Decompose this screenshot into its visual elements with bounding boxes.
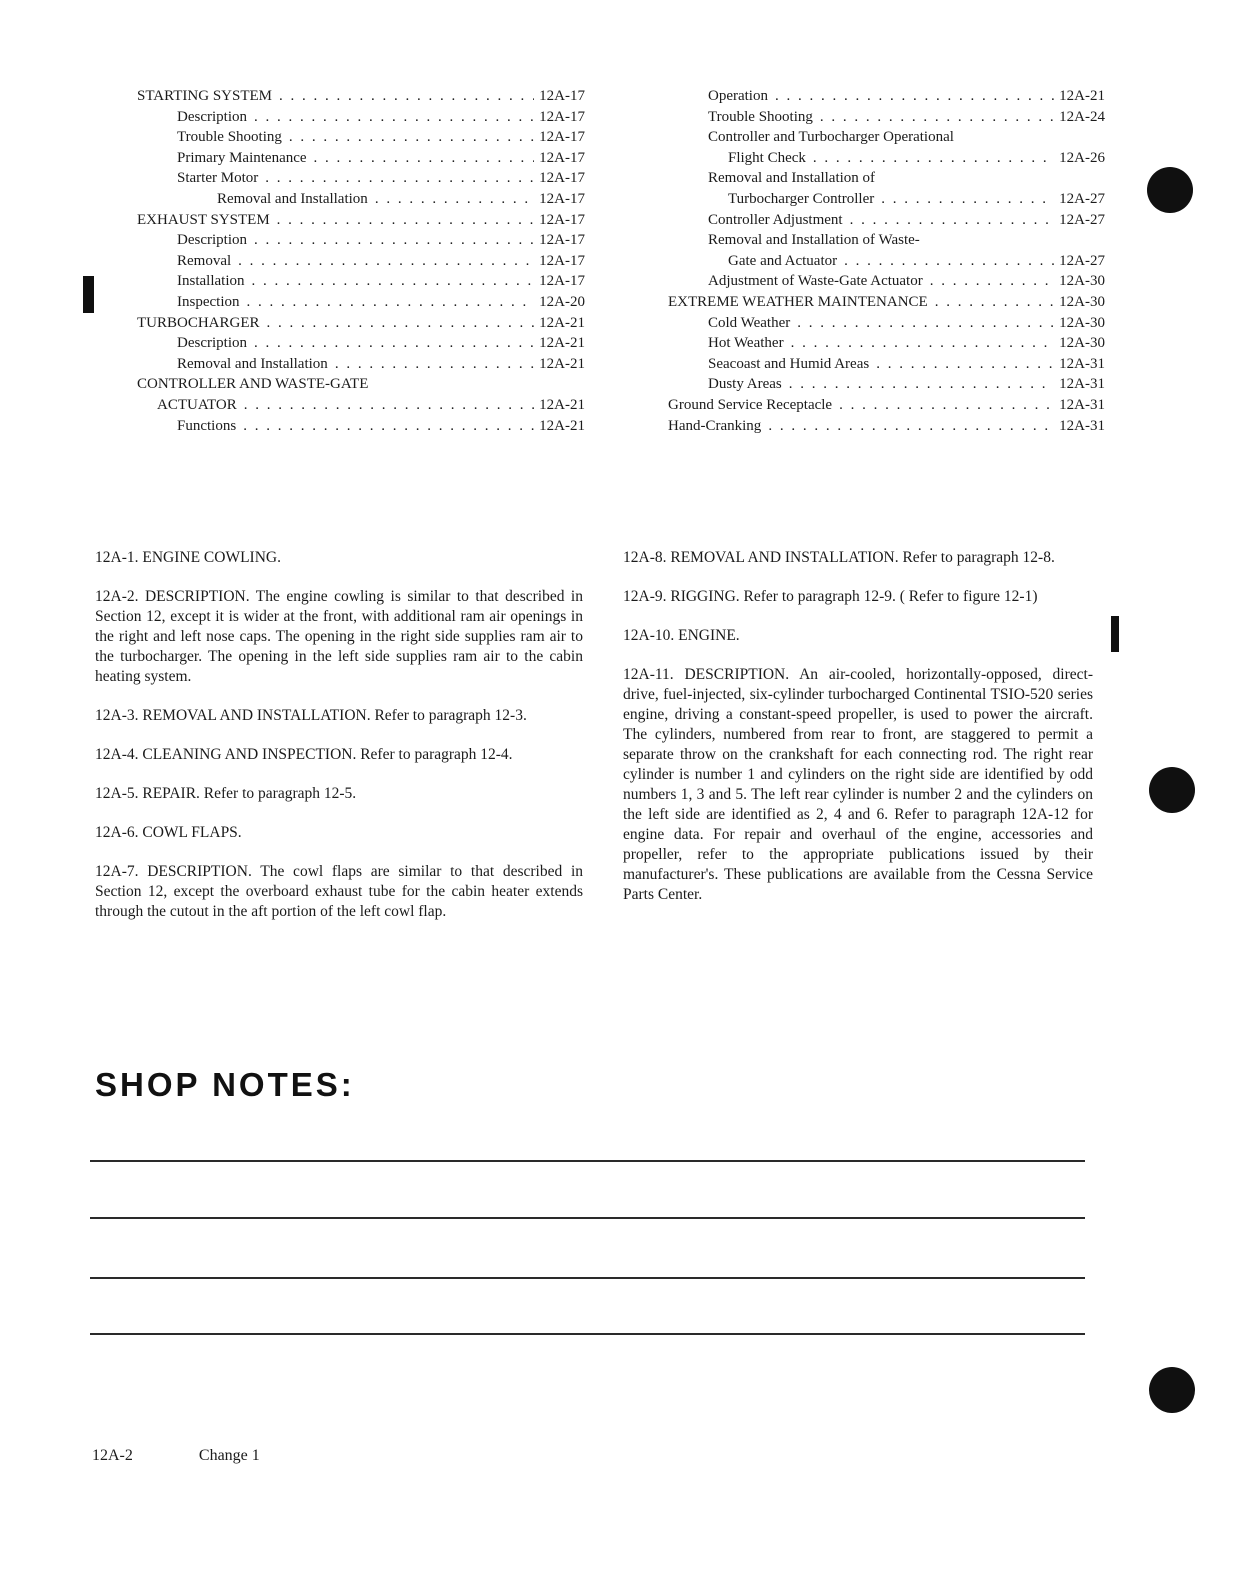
toc-entry-label: Inspection bbox=[177, 293, 240, 310]
paragraph: 12A-3. REMOVAL AND INSTALLATION. Refer to paragraph 12-3. bbox=[95, 707, 527, 724]
toc-entry-page: 12A-17 bbox=[539, 190, 585, 207]
toc-entry-label: EXTREME WEATHER MAINTENANCE bbox=[668, 293, 928, 310]
toc-entry bbox=[137, 418, 585, 439]
toc-entry-page: 12A-20 bbox=[539, 293, 585, 310]
toc-dot-leader bbox=[335, 356, 534, 373]
toc-dot-leader bbox=[881, 191, 1054, 208]
toc-dot-leader bbox=[279, 88, 534, 105]
toc-entry-label: Removal and Installation bbox=[177, 355, 328, 372]
toc-entry bbox=[668, 273, 1105, 294]
toc-dot-leader bbox=[244, 397, 534, 414]
toc-entry-label: STARTING SYSTEM bbox=[137, 88, 272, 104]
toc-dot-leader bbox=[265, 170, 534, 187]
toc-entry-label: Hot Weather bbox=[708, 335, 784, 352]
toc-dot-leader bbox=[935, 294, 1054, 311]
toc-entry-label: Dusty Areas bbox=[708, 376, 782, 393]
toc-entry-page: 12A-21 bbox=[539, 355, 585, 372]
toc-dot-leader bbox=[844, 253, 1054, 270]
toc-entry bbox=[668, 418, 1105, 439]
toc-entry bbox=[668, 397, 1105, 418]
toc-dot-leader bbox=[876, 356, 1054, 373]
toc-dot-leader bbox=[850, 212, 1055, 229]
toc-right-column bbox=[668, 88, 1105, 438]
toc-entry-label: Removal and Installation bbox=[217, 190, 368, 207]
toc-entry bbox=[137, 335, 585, 356]
toc-entry-page: 12A-21 bbox=[539, 314, 585, 331]
toc-entry bbox=[137, 376, 585, 397]
toc-entry bbox=[668, 129, 1105, 150]
toc-dot-leader bbox=[246, 294, 534, 311]
toc-entry-label: Turbocharger Controller bbox=[728, 190, 875, 207]
toc-entry-page: 12A-27 bbox=[1059, 211, 1105, 228]
toc-entry bbox=[668, 356, 1105, 377]
toc-entry-label: Controller and Turbocharger Operational bbox=[708, 129, 954, 146]
toc-entry-page: 12A-21 bbox=[539, 417, 585, 434]
toc-dot-leader bbox=[238, 253, 534, 270]
toc-entry-label: Seacoast and Humid Areas bbox=[708, 355, 870, 372]
toc-dot-leader bbox=[254, 109, 534, 126]
toc-dot-leader bbox=[797, 315, 1054, 332]
toc-entry-page: 12A-21 bbox=[539, 396, 585, 413]
toc-entry-page: 12A-31 bbox=[1059, 417, 1105, 434]
toc-entry-label: Flight Check bbox=[728, 149, 806, 166]
toc-dot-leader bbox=[775, 88, 1054, 105]
toc-entry-label: Removal and Installation of bbox=[708, 170, 876, 187]
toc-entry-page: 12A-21 bbox=[1059, 88, 1105, 104]
toc-entry bbox=[137, 232, 585, 253]
toc-entry bbox=[668, 212, 1105, 233]
shop-notes-title: SHOP NOTES: bbox=[95, 1066, 355, 1103]
toc-entry-label: Description bbox=[177, 108, 247, 125]
note-line bbox=[90, 1333, 1085, 1335]
toc-entry-label: Description bbox=[177, 232, 247, 249]
paragraph: 12A-6. COWL FLAPS. bbox=[95, 824, 242, 841]
punch-hole-mark bbox=[1149, 1367, 1195, 1413]
toc-entry-page: 12A-17 bbox=[539, 232, 585, 249]
toc-entry-page: 12A-31 bbox=[1059, 376, 1105, 393]
toc-left-column bbox=[137, 88, 585, 438]
toc-entry-label: Trouble Shooting bbox=[708, 108, 813, 125]
toc-entry bbox=[137, 397, 585, 418]
toc-entry bbox=[137, 88, 585, 109]
toc-dot-leader bbox=[252, 273, 535, 290]
toc-entry bbox=[137, 150, 585, 171]
toc-dot-leader bbox=[243, 418, 534, 435]
paragraph: 12A-11. DESCRIPTION. An air-cooled, horizontally-opposed, direct-drive, fuel-injected, six-cylinder turbocharged Continental TSIO-520 series engine, driving a constant-speed propeller, is used to power the aircraft. The cylinders, numbered from rear to front, are staggered to permit a separate throw on the crankshaft for each connecting rod. The right rear cylinder is number 1 and cylinders on the right side are identified by odd numbers 1, 3 and 5. The left rear cylinder is number 2 and the cylinders on the left side are identified as 2, 4 and 6. Refer to paragraph 12A-12 for engine data. For repair and overhaul of the engine, accessories and propeller, refer to the appropriate publications issued by their manufacturer's. These publications are available from the Cessna Service Parts Center. bbox=[623, 666, 1093, 903]
paragraph: 12A-10. ENGINE. bbox=[623, 627, 740, 644]
toc-entry bbox=[137, 253, 585, 274]
toc-dot-leader bbox=[314, 150, 535, 167]
toc-dot-leader bbox=[820, 109, 1054, 126]
toc-entry-page: 12A-30 bbox=[1059, 273, 1105, 290]
toc-entry-label: Starter Motor bbox=[177, 170, 259, 187]
note-line bbox=[90, 1160, 1085, 1162]
toc-entry-page: 12A-17 bbox=[539, 252, 585, 269]
toc-entry-label: Cold Weather bbox=[708, 314, 791, 331]
toc-entry-page: 12A-31 bbox=[1059, 396, 1105, 413]
toc-entry-label: Description bbox=[177, 335, 247, 352]
toc-dot-leader bbox=[267, 315, 535, 332]
toc-entry-page: 12A-30 bbox=[1059, 335, 1105, 352]
toc-entry-label: Operation bbox=[708, 88, 768, 104]
toc-entry-page: 12A-30 bbox=[1059, 293, 1105, 310]
toc-entry bbox=[137, 294, 585, 315]
toc-entry bbox=[137, 273, 585, 294]
toc-entry bbox=[668, 191, 1105, 212]
toc-dot-leader bbox=[254, 232, 534, 249]
toc-dot-leader bbox=[277, 212, 535, 229]
toc-entry-label: Removal and Installation of Waste- bbox=[708, 232, 920, 249]
toc-entry-label: Hand-Cranking bbox=[668, 417, 762, 434]
toc-entry bbox=[668, 232, 1105, 253]
toc-entry-page: 12A-17 bbox=[539, 273, 585, 290]
toc-entry-page: 12A-27 bbox=[1059, 252, 1105, 269]
toc-entry bbox=[668, 109, 1105, 130]
toc-entry-page: 12A-26 bbox=[1059, 149, 1105, 166]
toc-entry-page: 12A-17 bbox=[539, 170, 585, 187]
paragraph: 12A-5. REPAIR. Refer to paragraph 12-5. bbox=[95, 785, 357, 802]
page-number: 12A-2 bbox=[92, 1447, 133, 1464]
punch-hole-mark bbox=[1147, 167, 1193, 213]
toc-entry-label: Gate and Actuator bbox=[728, 252, 838, 269]
punch-hole-mark bbox=[1149, 767, 1195, 813]
paragraph: 12A-9. RIGGING. Refer to paragraph 12-9. ( Refer to figure 12-1) bbox=[623, 588, 1038, 605]
toc-entry bbox=[668, 294, 1105, 315]
toc-entry-label: CONTROLLER AND WASTE-GATE bbox=[137, 376, 369, 393]
toc-entry-label: ACTUATOR bbox=[157, 396, 237, 413]
toc-entry-label: Functions bbox=[177, 417, 237, 434]
toc-entry bbox=[668, 150, 1105, 171]
paragraph: 12A-4. CLEANING AND INSPECTION. Refer to paragraph 12-4. bbox=[95, 746, 513, 763]
toc-entry-label: Primary Maintenance bbox=[177, 149, 307, 166]
paragraph: 12A-7. DESCRIPTION. The cowl flaps are similar to that described in Section 12, except the overboard exhaust tube for the cabin heater extends through the cutout in the aft portion of the left cowl flap. bbox=[95, 863, 583, 920]
note-line bbox=[90, 1217, 1085, 1219]
toc-dot-leader bbox=[791, 335, 1055, 352]
paragraph: 12A-1. ENGINE COWLING. bbox=[95, 549, 281, 566]
toc-entry-label: Controller Adjustment bbox=[708, 211, 843, 228]
toc-entry bbox=[137, 212, 585, 233]
body-right-column bbox=[623, 548, 1093, 924]
toc-entry bbox=[137, 315, 585, 336]
toc-entry-page: 12A-17 bbox=[539, 211, 585, 228]
toc-entry bbox=[137, 129, 585, 150]
toc-entry-page: 12A-17 bbox=[539, 88, 585, 104]
toc-dot-leader bbox=[813, 150, 1054, 167]
toc-dot-leader bbox=[839, 397, 1054, 414]
toc-dot-leader bbox=[375, 191, 534, 208]
page-footer bbox=[92, 1447, 260, 1465]
toc-dot-leader bbox=[930, 273, 1054, 290]
toc-entry bbox=[668, 376, 1105, 397]
toc-dot-leader bbox=[789, 376, 1054, 393]
toc-entry-page: 12A-17 bbox=[539, 108, 585, 125]
toc-entry-label: Installation bbox=[177, 273, 245, 290]
toc-entry-label: Trouble Shooting bbox=[177, 129, 282, 146]
paragraph: 12A-2. DESCRIPTION. The engine cowling is similar to that described in Section 12, except it is wider at the front, with additional ram air openings in the right and left nose caps. The opening in the right side supplies ram air to the turbocharger. The opening in the left side supplies ram air to the cabin heating system. bbox=[95, 588, 583, 685]
change-bar-mark bbox=[1111, 616, 1119, 652]
change-bar-mark bbox=[83, 276, 94, 313]
paragraph: 12A-8. REMOVAL AND INSTALLATION. Refer to paragraph 12-8. bbox=[623, 549, 1055, 566]
toc-entry-label: Removal bbox=[177, 252, 232, 269]
toc-entry-label: TURBOCHARGER bbox=[137, 314, 260, 331]
toc-entry-page: 12A-17 bbox=[539, 129, 585, 146]
toc-entry bbox=[668, 253, 1105, 274]
toc-entry bbox=[137, 170, 585, 191]
toc-entry-label: Ground Service Receptacle bbox=[668, 396, 833, 413]
toc-entry bbox=[137, 109, 585, 130]
toc-entry bbox=[668, 88, 1105, 109]
toc-entry bbox=[668, 335, 1105, 356]
note-line bbox=[90, 1277, 1085, 1279]
toc-entry-label: EXHAUST SYSTEM bbox=[137, 211, 270, 228]
toc-entry-page: 12A-17 bbox=[539, 149, 585, 166]
toc-entry bbox=[137, 356, 585, 377]
toc-entry bbox=[668, 170, 1105, 191]
toc-entry-page: 12A-21 bbox=[539, 335, 585, 352]
toc-entry-page: 12A-27 bbox=[1059, 190, 1105, 207]
toc-entry-page: 12A-31 bbox=[1059, 355, 1105, 372]
toc-entry bbox=[668, 315, 1105, 336]
toc-entry-label: Adjustment of Waste-Gate Actuator bbox=[708, 273, 923, 290]
toc-dot-leader bbox=[289, 129, 534, 146]
toc-entry-page: 12A-30 bbox=[1059, 314, 1105, 331]
toc-entry bbox=[137, 191, 585, 212]
toc-entry-page: 12A-24 bbox=[1059, 108, 1105, 125]
toc-dot-leader bbox=[768, 418, 1054, 435]
change-label: Change 1 bbox=[198, 1447, 260, 1464]
body-left-column bbox=[95, 548, 583, 941]
toc-dot-leader bbox=[254, 335, 534, 352]
